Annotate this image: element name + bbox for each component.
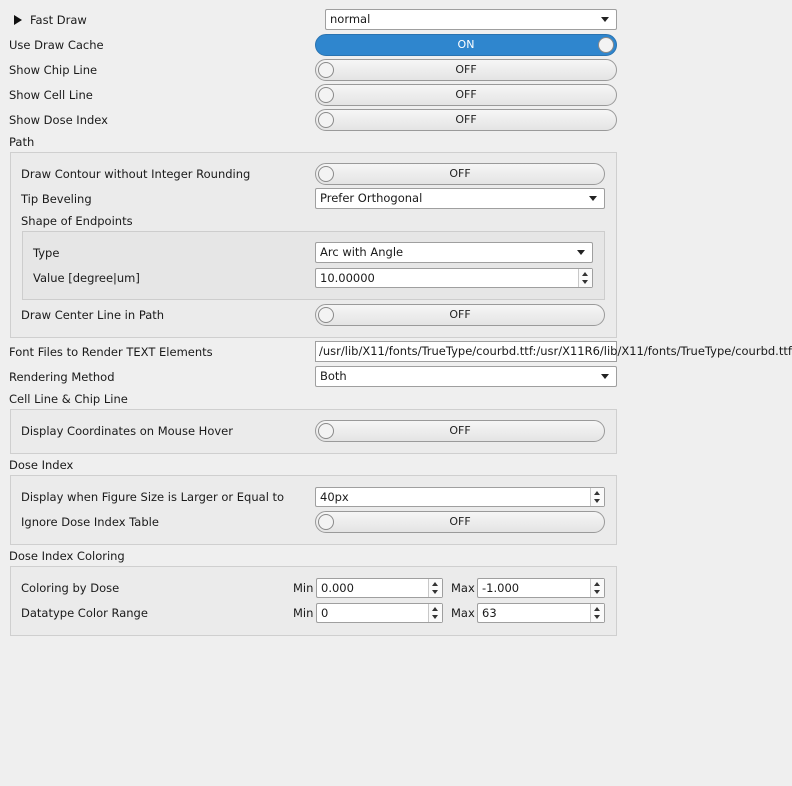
path-section-title: Path bbox=[9, 135, 35, 149]
chevron-down-icon bbox=[601, 374, 609, 379]
draw-center-line-state: OFF bbox=[449, 308, 471, 321]
datatype-max-spinbox[interactable] bbox=[477, 603, 605, 623]
chevron-down-icon bbox=[589, 196, 597, 201]
spin-arrows-icon[interactable] bbox=[590, 488, 604, 506]
use-draw-cache-toggle[interactable] bbox=[315, 34, 617, 56]
spin-arrows-icon[interactable] bbox=[428, 579, 442, 597]
draw-contour-toggle[interactable] bbox=[315, 163, 605, 185]
datatype-min-label: Min bbox=[293, 606, 314, 620]
tip-beveling-label: Tip Beveling bbox=[21, 192, 92, 206]
toggle-knob-icon bbox=[318, 514, 334, 530]
datatype-min-spinbox[interactable] bbox=[316, 603, 443, 623]
ignore-table-label: Ignore Dose Index Table bbox=[21, 515, 159, 529]
show-dose-index-toggle[interactable] bbox=[315, 109, 617, 131]
display-coords-toggle[interactable] bbox=[315, 420, 605, 442]
datatype-color-range-label: Datatype Color Range bbox=[21, 606, 148, 620]
use-draw-cache-label: Use Draw Cache bbox=[9, 38, 104, 52]
draw-center-line-label: Draw Center Line in Path bbox=[21, 308, 165, 322]
chevron-down-icon bbox=[577, 250, 585, 255]
toggle-knob-icon bbox=[318, 112, 334, 128]
dose-coloring-group bbox=[10, 566, 617, 636]
coloring-max-label: Max bbox=[451, 581, 475, 595]
display-coords-label: Display Coordinates on Mouse Hover bbox=[21, 424, 233, 438]
show-dose-index-state: OFF bbox=[455, 113, 477, 126]
font-files-label: Font Files to Render TEXT Elements bbox=[9, 345, 213, 359]
toggle-knob-icon bbox=[318, 166, 334, 182]
ignore-table-state: OFF bbox=[449, 515, 471, 528]
draw-center-line-toggle[interactable] bbox=[315, 304, 605, 326]
endpoint-type-label: Type bbox=[33, 246, 60, 260]
show-cell-line-state: OFF bbox=[455, 88, 477, 101]
datatype-max-value: 63 bbox=[482, 606, 497, 620]
endpoint-value-spinbox[interactable] bbox=[315, 268, 593, 288]
tip-beveling-select[interactable] bbox=[315, 188, 605, 209]
dose-index-group bbox=[10, 475, 617, 545]
display-when-label: Display when Figure Size is Larger or Equal to bbox=[21, 490, 285, 504]
coloring-min-spinbox[interactable] bbox=[316, 578, 443, 598]
rendering-method-label: Rendering Method bbox=[9, 370, 115, 384]
display-when-spinbox[interactable] bbox=[315, 487, 605, 507]
toggle-knob-icon bbox=[598, 37, 614, 53]
dose-coloring-title: Dose Index Coloring bbox=[9, 549, 125, 563]
expand-arrow-icon[interactable] bbox=[14, 15, 22, 25]
coloring-min-value: 0.000 bbox=[321, 581, 354, 595]
endpoint-value-value: 10.00000 bbox=[320, 271, 375, 285]
spin-arrows-icon[interactable] bbox=[428, 604, 442, 622]
coloring-by-dose-label: Coloring by Dose bbox=[21, 581, 120, 595]
display-when-value: 40px bbox=[320, 490, 349, 504]
fast-draw-label: Fast Draw bbox=[30, 13, 87, 27]
datatype-min-value: 0 bbox=[321, 606, 329, 620]
datatype-max-label: Max bbox=[451, 606, 475, 620]
coloring-min-label: Min bbox=[293, 581, 314, 595]
draw-contour-state: OFF bbox=[449, 167, 471, 180]
use-draw-cache-state: ON bbox=[457, 38, 475, 51]
endpoint-value-label: Value [degree|um] bbox=[33, 271, 140, 285]
display-coords-state: OFF bbox=[449, 424, 471, 437]
show-dose-index-label: Show Dose Index bbox=[9, 113, 108, 127]
rendering-method-value: Both bbox=[320, 369, 347, 383]
font-files-input[interactable]: /usr/lib/X11/fonts/TrueType/courbd.ttf:/usr/X11R6/lib/X11/fonts/TrueType/courbd.ttf bbox=[315, 341, 617, 362]
fast-draw-select[interactable] bbox=[325, 9, 617, 30]
draw-contour-label: Draw Contour without Integer Rounding bbox=[21, 167, 251, 181]
ignore-table-toggle[interactable] bbox=[315, 511, 605, 533]
endpoint-type-value: Arc with Angle bbox=[320, 245, 404, 259]
toggle-knob-icon bbox=[318, 62, 334, 78]
coloring-max-spinbox[interactable] bbox=[477, 578, 605, 598]
spin-arrows-icon[interactable] bbox=[578, 269, 592, 287]
show-chip-line-toggle[interactable] bbox=[315, 59, 617, 81]
dose-index-title: Dose Index bbox=[9, 458, 74, 472]
endpoint-type-select[interactable] bbox=[315, 242, 593, 263]
show-chip-line-label: Show Chip Line bbox=[9, 63, 98, 77]
spin-arrows-icon[interactable] bbox=[590, 604, 604, 622]
toggle-knob-icon bbox=[318, 87, 334, 103]
chevron-down-icon bbox=[601, 17, 609, 22]
cell-chip-line-title: Cell Line & Chip Line bbox=[9, 392, 128, 406]
toggle-knob-icon bbox=[318, 307, 334, 323]
coloring-max-value: -1.000 bbox=[482, 581, 520, 595]
tip-beveling-value: Prefer Orthogonal bbox=[320, 191, 423, 205]
rendering-method-select[interactable] bbox=[315, 366, 617, 387]
toggle-knob-icon bbox=[318, 423, 334, 439]
fast-draw-value: normal bbox=[330, 12, 371, 26]
spin-arrows-icon[interactable] bbox=[590, 579, 604, 597]
show-chip-line-state: OFF bbox=[455, 63, 477, 76]
show-cell-line-label: Show Cell Line bbox=[9, 88, 93, 102]
shape-of-endpoints-title: Shape of Endpoints bbox=[21, 214, 133, 228]
show-cell-line-toggle[interactable] bbox=[315, 84, 617, 106]
